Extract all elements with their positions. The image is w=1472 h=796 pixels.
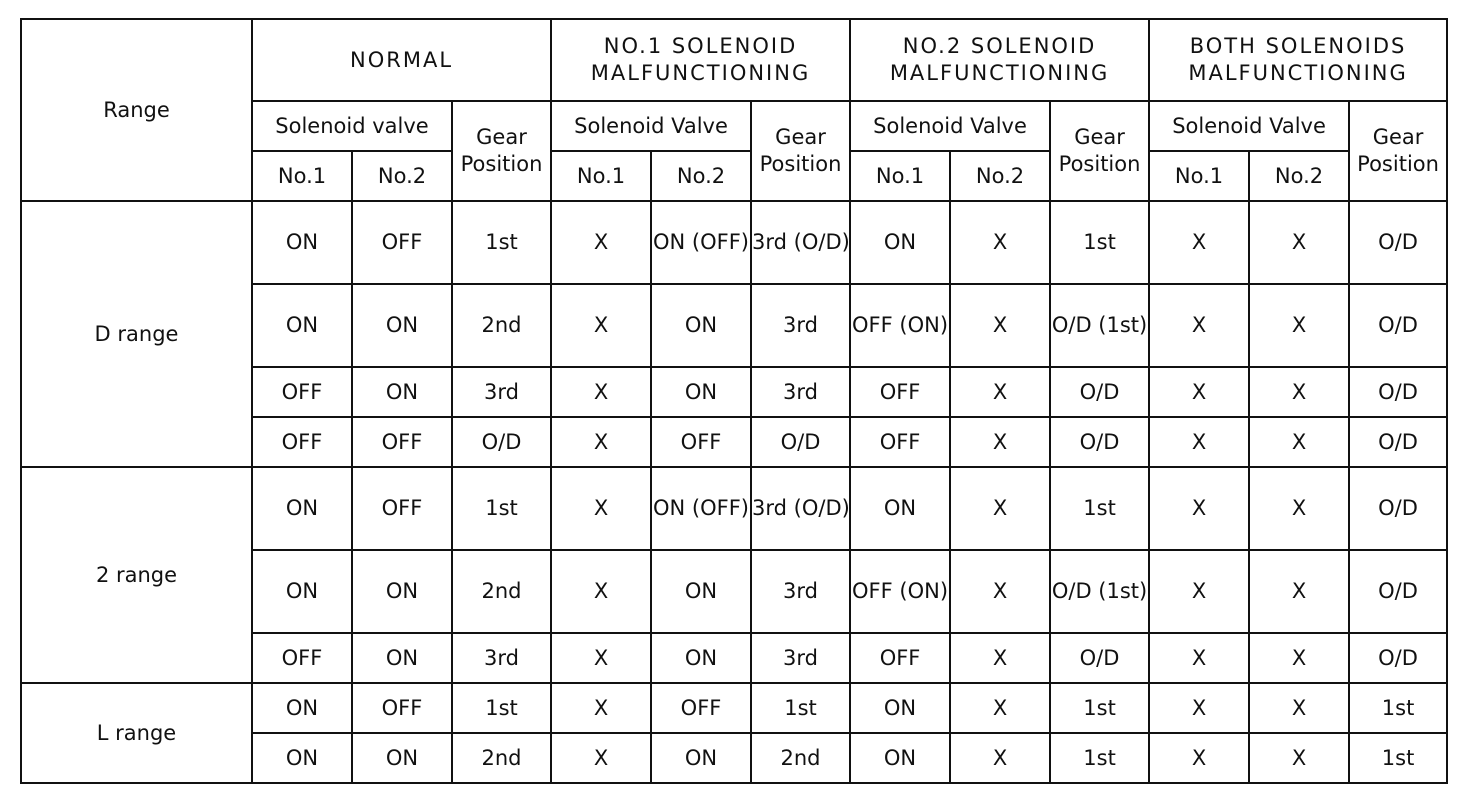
solenoid-valve-header: Solenoid valve (252, 101, 452, 151)
solenoid-valve-header: Solenoid Valve (1149, 101, 1349, 151)
table-cell: O/D (1349, 367, 1447, 417)
table-row (21, 467, 1447, 550)
table-cell: 2nd (751, 733, 850, 783)
range-label: L range (21, 683, 252, 783)
table-cell: X (551, 733, 651, 783)
table-cell: X (1149, 417, 1249, 467)
table-cell: 2nd (452, 284, 551, 367)
table-cell: 1st (1050, 201, 1149, 284)
table-cell: OFF (850, 633, 950, 683)
no2-header: No.2 (950, 151, 1050, 201)
table-cell: X (551, 633, 651, 683)
table-cell: X (1149, 201, 1249, 284)
table-cell: X (1249, 683, 1349, 733)
table-cell: 3rd (O/D) (751, 201, 850, 284)
table-cell: X (1149, 550, 1249, 633)
table-cell: X (950, 284, 1050, 367)
table-body (21, 201, 1447, 783)
table-cell: 3rd (452, 633, 551, 683)
table-cell: OFF (850, 367, 950, 417)
table-cell: ON (352, 284, 452, 367)
table-cell: X (1249, 417, 1349, 467)
table-cell: X (950, 201, 1050, 284)
table-cell: OFF (651, 417, 751, 467)
table-cell: OFF (352, 683, 452, 733)
table-cell: 1st (751, 683, 850, 733)
no1-header: No.1 (850, 151, 950, 201)
table-cell: ON (252, 201, 352, 284)
table-cell: 1st (1349, 733, 1447, 783)
table-cell: 1st (452, 467, 551, 550)
table-cell: ON (651, 550, 751, 633)
table-cell: OFF (651, 683, 751, 733)
table-cell: X (551, 550, 651, 633)
table-cell: ON (850, 683, 950, 733)
table-header (21, 19, 1447, 201)
table-cell: ON (651, 367, 751, 417)
range-label: 2 range (21, 467, 252, 683)
table-cell: X (1249, 633, 1349, 683)
table-cell: O/D (1349, 550, 1447, 633)
no2-header: No.2 (352, 151, 452, 201)
table-cell: 3rd (751, 550, 850, 633)
table-cell: ON (252, 467, 352, 550)
table-cell: ON (651, 633, 751, 683)
range-column-header: Range (21, 19, 252, 201)
table-cell: ON (352, 733, 452, 783)
group-header-no1-solenoid: NO.1 SOLENOID MALFUNCTIONING (551, 19, 850, 101)
range-label: D range (21, 201, 252, 467)
table-row (21, 201, 1447, 284)
table-cell: X (1249, 201, 1349, 284)
table-cell: X (1249, 467, 1349, 550)
table-cell: 1st (1050, 467, 1149, 550)
table-cell: O/D (1349, 201, 1447, 284)
table-cell: X (1249, 367, 1349, 417)
table-cell: 3rd (O/D) (751, 467, 850, 550)
no1-header: No.1 (1149, 151, 1249, 201)
table-cell: OFF (ON) (850, 550, 950, 633)
table-cell: 1st (452, 201, 551, 284)
table-cell: X (1149, 733, 1249, 783)
table-cell: OFF (252, 417, 352, 467)
gear-position-header: Gear Position (1050, 101, 1149, 201)
table-cell: X (950, 733, 1050, 783)
table-cell: O/D (1349, 633, 1447, 683)
header-row-groups (21, 19, 1447, 101)
table-cell: 3rd (751, 633, 850, 683)
group-header-no2-solenoid: NO.2 SOLENOID MALFUNCTIONING (850, 19, 1149, 101)
table-cell: 1st (1050, 733, 1149, 783)
table-cell: O/D (1050, 417, 1149, 467)
table-cell: 3rd (751, 367, 850, 417)
table-cell: O/D (1050, 367, 1149, 417)
table-cell: ON (252, 683, 352, 733)
table-cell: X (950, 417, 1050, 467)
gear-position-header: Gear Position (452, 101, 551, 201)
solenoid-valve-header: Solenoid Valve (551, 101, 751, 151)
table-cell: X (950, 550, 1050, 633)
table-cell: OFF (352, 201, 452, 284)
table-cell: X (1149, 467, 1249, 550)
table-cell: X (551, 201, 651, 284)
table-cell: 2nd (452, 550, 551, 633)
table-cell: O/D (1349, 467, 1447, 550)
table-cell: ON (252, 284, 352, 367)
gear-position-header: Gear Position (1349, 101, 1447, 201)
table-cell: X (1249, 550, 1349, 633)
table-cell: ON (352, 633, 452, 683)
table-cell: ON (OFF) (651, 201, 751, 284)
no1-header: No.1 (551, 151, 651, 201)
table-cell: 1st (452, 683, 551, 733)
no1-header: No.1 (252, 151, 352, 201)
table-cell: ON (651, 284, 751, 367)
table-cell: 2nd (452, 733, 551, 783)
table-cell: X (551, 683, 651, 733)
table-cell: ON (850, 201, 950, 284)
table-cell: X (1149, 284, 1249, 367)
no2-header: No.2 (651, 151, 751, 201)
table-cell: X (1149, 683, 1249, 733)
solenoid-valve-header: Solenoid Valve (850, 101, 1050, 151)
table-cell: O/D (1050, 633, 1149, 683)
table-cell: 3rd (452, 367, 551, 417)
table-cell: ON (252, 550, 352, 633)
table-cell: O/D (1349, 417, 1447, 467)
table-cell: OFF (352, 467, 452, 550)
table-cell: O/D (1st) (1050, 284, 1149, 367)
table-row (21, 683, 1447, 733)
table-cell: ON (352, 367, 452, 417)
table-cell: X (950, 633, 1050, 683)
table-cell: 3rd (751, 284, 850, 367)
table-cell: X (1249, 733, 1349, 783)
table-cell: X (950, 467, 1050, 550)
table-cell: X (551, 284, 651, 367)
table-cell: O/D (452, 417, 551, 467)
table-cell: X (551, 367, 651, 417)
table-cell: 1st (1050, 683, 1149, 733)
table-cell: ON (850, 467, 950, 550)
table-cell: X (1249, 284, 1349, 367)
table-cell: ON (OFF) (651, 467, 751, 550)
no2-header: No.2 (1249, 151, 1349, 201)
table-cell: OFF (850, 417, 950, 467)
table-cell: X (551, 417, 651, 467)
table-cell: ON (252, 733, 352, 783)
table-cell: X (551, 467, 651, 550)
gear-position-header: Gear Position (751, 101, 850, 201)
table-cell: X (950, 683, 1050, 733)
table-cell: ON (850, 733, 950, 783)
table-cell: O/D (1st) (1050, 550, 1149, 633)
table-cell: OFF (252, 633, 352, 683)
table-cell: 1st (1349, 683, 1447, 733)
table-cell: ON (352, 550, 452, 633)
table-cell: O/D (1349, 284, 1447, 367)
table-cell: OFF (ON) (850, 284, 950, 367)
solenoid-malfunction-table (20, 18, 1448, 784)
table-cell: OFF (252, 367, 352, 417)
table-cell: ON (651, 733, 751, 783)
group-header-normal: NORMAL (252, 19, 551, 101)
table-cell: X (1149, 633, 1249, 683)
table-cell: X (1149, 367, 1249, 417)
table-cell: O/D (751, 417, 850, 467)
table-cell: X (950, 367, 1050, 417)
table-cell: OFF (352, 417, 452, 467)
group-header-both-solenoids: BOTH SOLENOIDS MALFUNCTIONING (1149, 19, 1447, 101)
